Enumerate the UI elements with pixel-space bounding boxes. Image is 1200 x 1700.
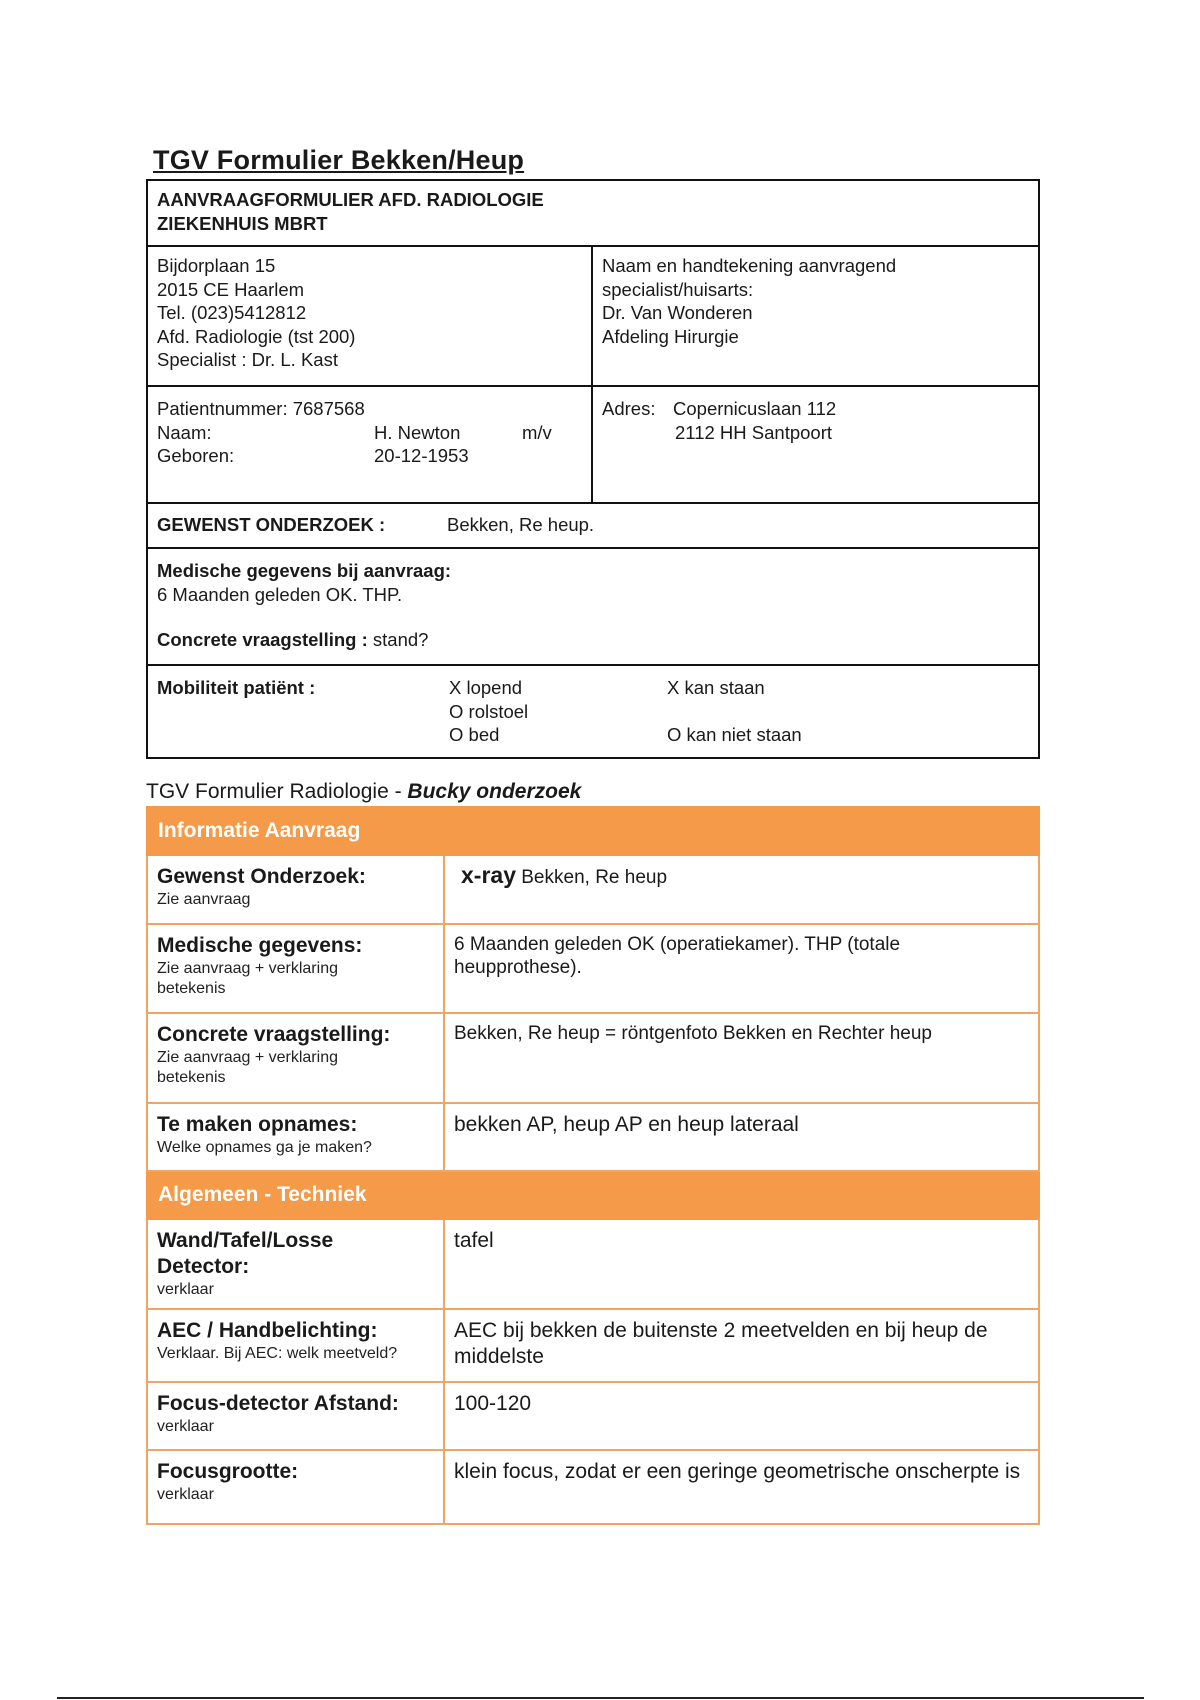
medical-info	[148, 549, 460, 664]
row-label: Wand/Tafel/Losse Detector:	[157, 1229, 334, 1278]
requester-line: Dr. Van Wonderen	[602, 302, 753, 323]
mobility-option: X kan staan	[667, 677, 765, 698]
footer-divider	[57, 1697, 1144, 1699]
row-label-cell	[147, 1103, 444, 1171]
mobility-option: O rolstoel	[449, 700, 529, 722]
page-title: TGV Formulier Bekken/Heup	[153, 145, 525, 175]
section-header: Informatie Aanvraag	[147, 807, 444, 855]
patient-name: H. Newton	[374, 421, 461, 443]
requested-exam-value: Bekken, Re heup.	[447, 514, 595, 535]
table-row	[147, 1219, 1039, 1309]
row-value: klein focus, zodat er een geringe geometrische onscherpte is	[454, 1460, 1021, 1483]
medical-label: Medische gegevens bij aanvraag:	[157, 560, 452, 581]
section-header: Algemeen - Techniek	[147, 1171, 1039, 1219]
row-hint: verklaar	[157, 1418, 214, 1435]
form-header-row	[148, 181, 1038, 245]
hospital-address	[148, 247, 593, 385]
patient-sex: m/v	[522, 421, 552, 443]
row-value-cell	[444, 855, 1039, 924]
row-label: AEC / Handbelichting:	[157, 1319, 378, 1342]
mobility-row	[148, 664, 1038, 757]
requester-line: Afdeling Hirurgie	[602, 325, 739, 347]
patient-address	[593, 387, 1038, 502]
row-value-cell	[444, 1309, 1039, 1382]
row-hint: Verklaar. Bij AEC: welk meetveld?	[157, 1345, 398, 1362]
patient-name-label: Naam:	[157, 421, 212, 443]
row-label-cell	[147, 1219, 444, 1309]
hospital-address-line: Specialist : Dr. L. Kast	[157, 349, 338, 370]
xray-prefix: x-ray	[461, 862, 516, 888]
table-row	[147, 1382, 1039, 1450]
row-hint: verklaar	[157, 1486, 214, 1503]
row-label-cell	[147, 1450, 444, 1524]
row-value: 6 Maanden geleden OK (operatiekamer). THP (totale heupprothese).	[454, 934, 901, 978]
patient-row	[148, 385, 1038, 502]
row-label-cell	[147, 1013, 444, 1103]
requester-line: Naam en handtekening aanvragend	[602, 255, 897, 276]
row-value-cell	[444, 1103, 1039, 1171]
section-header-empty	[444, 807, 1039, 855]
row-label-cell	[147, 855, 444, 924]
row-value-cell	[444, 1450, 1039, 1524]
bucky-table	[146, 806, 1040, 1525]
table-row	[147, 855, 1039, 924]
row-label-cell	[147, 924, 444, 1013]
row-value-text: Bekken, Re heup	[515, 867, 668, 888]
requested-exam-label: GEWENST ONDERZOEK :	[157, 514, 386, 535]
row-value-cell	[444, 1382, 1039, 1450]
form-header-line1: AANVRAAGFORMULIER AFD. RADIOLOGIE	[157, 189, 544, 210]
row-hint: Zie aanvraag + verklaring betekenis	[157, 960, 338, 997]
patient-number: Patientnummer: 7687568	[157, 398, 365, 419]
section-header-row	[147, 807, 1039, 855]
row-hint: Zie aanvraag + verklaring betekenis	[157, 1049, 338, 1086]
medical-value: 6 Maanden geleden OK. THP.	[157, 583, 403, 605]
requested-exam	[148, 504, 603, 547]
row-value-cell	[444, 924, 1039, 1013]
patient-born: 20-12-1953	[374, 445, 469, 466]
hospital-address-line: Afd. Radiologie (tst 200)	[157, 325, 356, 347]
table-row	[147, 1013, 1039, 1103]
table-row	[147, 1450, 1039, 1524]
question-value: stand?	[372, 629, 429, 650]
question-label: Concrete vraagstelling :	[157, 629, 368, 650]
requester-info	[593, 247, 1038, 385]
mobility-label: Mobiliteit patiënt :	[157, 677, 316, 698]
row-value	[454, 864, 1029, 889]
row-value-cell	[444, 1219, 1039, 1309]
table-row	[147, 1309, 1039, 1382]
row-hint: Welke opnames ga je maken?	[157, 1139, 372, 1156]
address-label: Adres:	[602, 398, 656, 419]
row-label-cell	[147, 1309, 444, 1382]
address-line2: 2112 HH Santpoort	[675, 421, 833, 443]
row-hint: Zie aanvraag	[157, 891, 251, 908]
bucky-subtitle-prefix: TGV Formulier Radiologie -	[146, 780, 408, 803]
row-label: Te maken opnames:	[157, 1113, 358, 1136]
address-requester-row	[148, 245, 1038, 385]
section-header-row	[147, 1171, 1039, 1219]
address-line1: Copernicuslaan 112	[673, 398, 837, 419]
mobility-option: O kan niet staan	[667, 724, 802, 745]
request-form	[146, 179, 1040, 759]
row-label: Focus-detector Afstand:	[157, 1392, 399, 1415]
mobility	[148, 666, 896, 757]
form-header	[148, 181, 553, 245]
row-label: Medische gegevens:	[157, 934, 363, 957]
requested-exam-row	[148, 502, 1038, 547]
table-row	[147, 1103, 1039, 1171]
hospital-address-line: Tel. (023)5412812	[157, 302, 307, 323]
row-label: Gewenst Onderzoek:	[157, 865, 366, 888]
bucky-subtitle	[146, 780, 581, 804]
form-header-line2: ZIEKENHUIS MBRT	[157, 212, 328, 234]
row-label: Concrete vraagstelling:	[157, 1023, 391, 1046]
row-value: Bekken, Re heup = röntgenfoto Bekken en Rechter heup	[454, 1023, 932, 1044]
hospital-address-line: Bijdorplaan 15	[157, 255, 276, 276]
requester-line: specialist/huisarts:	[602, 278, 754, 300]
patient-info	[148, 387, 593, 502]
row-value-cell	[444, 1013, 1039, 1103]
mobility-option: X lopend	[449, 677, 523, 698]
row-value: bekken AP, heup AP en heup lateraal	[454, 1113, 799, 1136]
hospital-address-line: 2015 CE Haarlem	[157, 278, 305, 300]
row-value: 100-120	[454, 1392, 532, 1415]
medical-row	[148, 547, 1038, 664]
row-value: AEC bij bekken de buitenste 2 meetvelden en bij heup de middelste	[454, 1319, 988, 1368]
patient-born-label: Geboren:	[157, 445, 235, 466]
row-value: tafel	[454, 1229, 494, 1252]
table-row	[147, 924, 1039, 1013]
row-label-cell	[147, 1382, 444, 1450]
mobility-option: O bed	[449, 724, 500, 745]
row-label: Focusgrootte:	[157, 1460, 299, 1483]
row-hint: verklaar	[157, 1281, 214, 1298]
bucky-subtitle-bold: Bucky onderzoek	[407, 780, 582, 803]
